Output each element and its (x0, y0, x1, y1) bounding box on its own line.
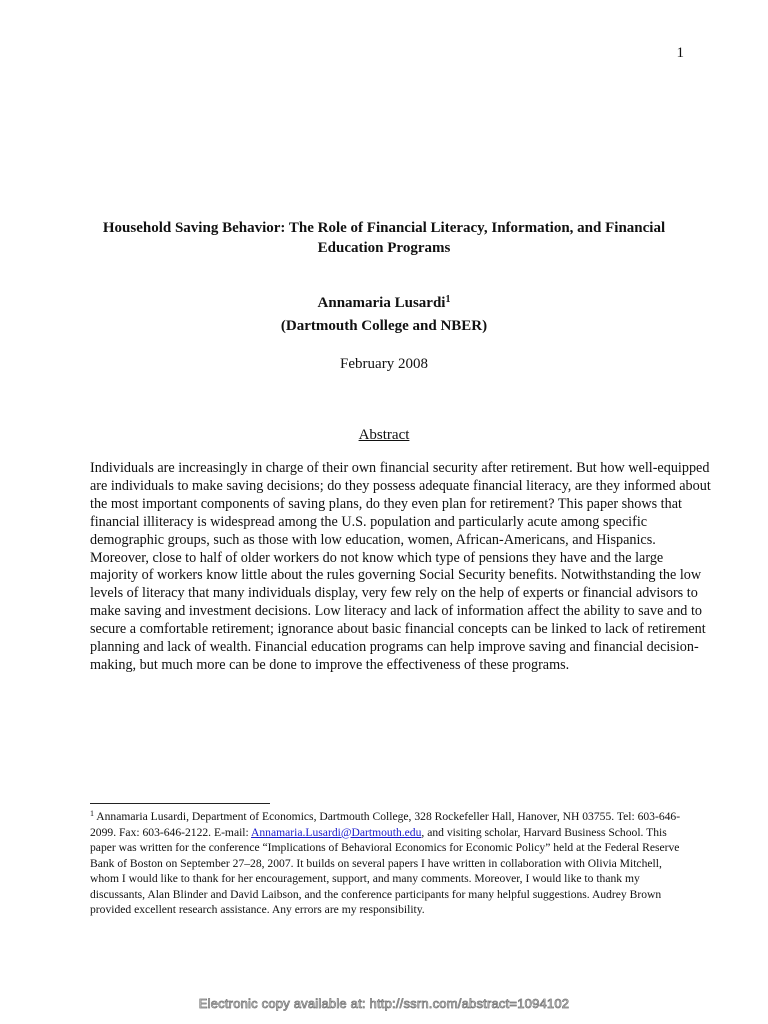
ssrn-footer-watermark: Electronic copy available at: http://ssrn.com/abstract=1094102 (198, 996, 570, 1011)
footnote-marker: 1 (90, 809, 94, 818)
author-name: Annamaria Lusardi (317, 295, 446, 311)
footnote (90, 809, 690, 918)
author-affiliation: (Dartmouth College and NBER) (280, 318, 488, 334)
author-line (90, 292, 678, 314)
page-number: 1 (676, 45, 684, 61)
footnote-text-part-1: Annamaria Lusardi, Department of Economics, Dartmouth College, 328 Rockefeller Hall, Hanover, NH 03755. Tel: 603-646-2099. Fax: 603-646-2122. E-mail: (90, 810, 681, 839)
abstract-heading: Abstract (358, 427, 410, 443)
footnote-text-part-2: , and visiting scholar, Harvard Business School. This paper was written for the conference “Implications of Behavioral Economics for Economic Policy” held at the Federal Reserve Bank of Boston on September 27–28, 2007. It builds on several papers I have written in collaboration with Olivia Mitchell, whom I would like to thank for her encouragement, support, and many comments. Moreover, I would like to thank my discussants, Alan Blinder and David Laibson, and the conference participants for many helpful suggestions. Audrey Brown provided excellent research assistance. Any errors are my responsibility. (90, 825, 680, 916)
author-footnote-marker[interactable]: 1 (445, 294, 451, 305)
publication-date: February 2008 (340, 356, 428, 372)
paper-title: Household Saving Behavior: The Role of Financial Literacy, Information, and Financial Education Programs (102, 220, 666, 256)
footnote-divider (90, 803, 270, 804)
author-email-link[interactable]: Annamaria.Lusardi@Dartmouth.edu (251, 825, 422, 839)
abstract-body: Individuals are increasingly in charge of their own financial security after retirement. But how well-equipped are individuals to make saving decisions; do they possess adequate financial literacy, are they informed about the most important components of saving plans, do they even plan for retirement? This paper shows that financial illiteracy is widespread among the U.S. population and particularly acute among specific demographic groups, such as those with low education, women, African-Americans, and Hispanics. Moreover, close to half of older workers do not know which type of pensions they have and the large majority of workers know little about the rules governing Social Security benefits. Notwithstanding the low levels of literacy that many individuals display, very few rely on the help of experts or financial advisors to make saving and investment decisions. Low literacy and lack of information affect the ability to save and to secure a comfortable retirement; ignorance about basic financial concepts can be linked to lack of retirement planning and lack of wealth. Financial education programs can help improve saving and financial decision-making, but much more can be done to improve the effectiveness of these programs. (90, 460, 711, 673)
